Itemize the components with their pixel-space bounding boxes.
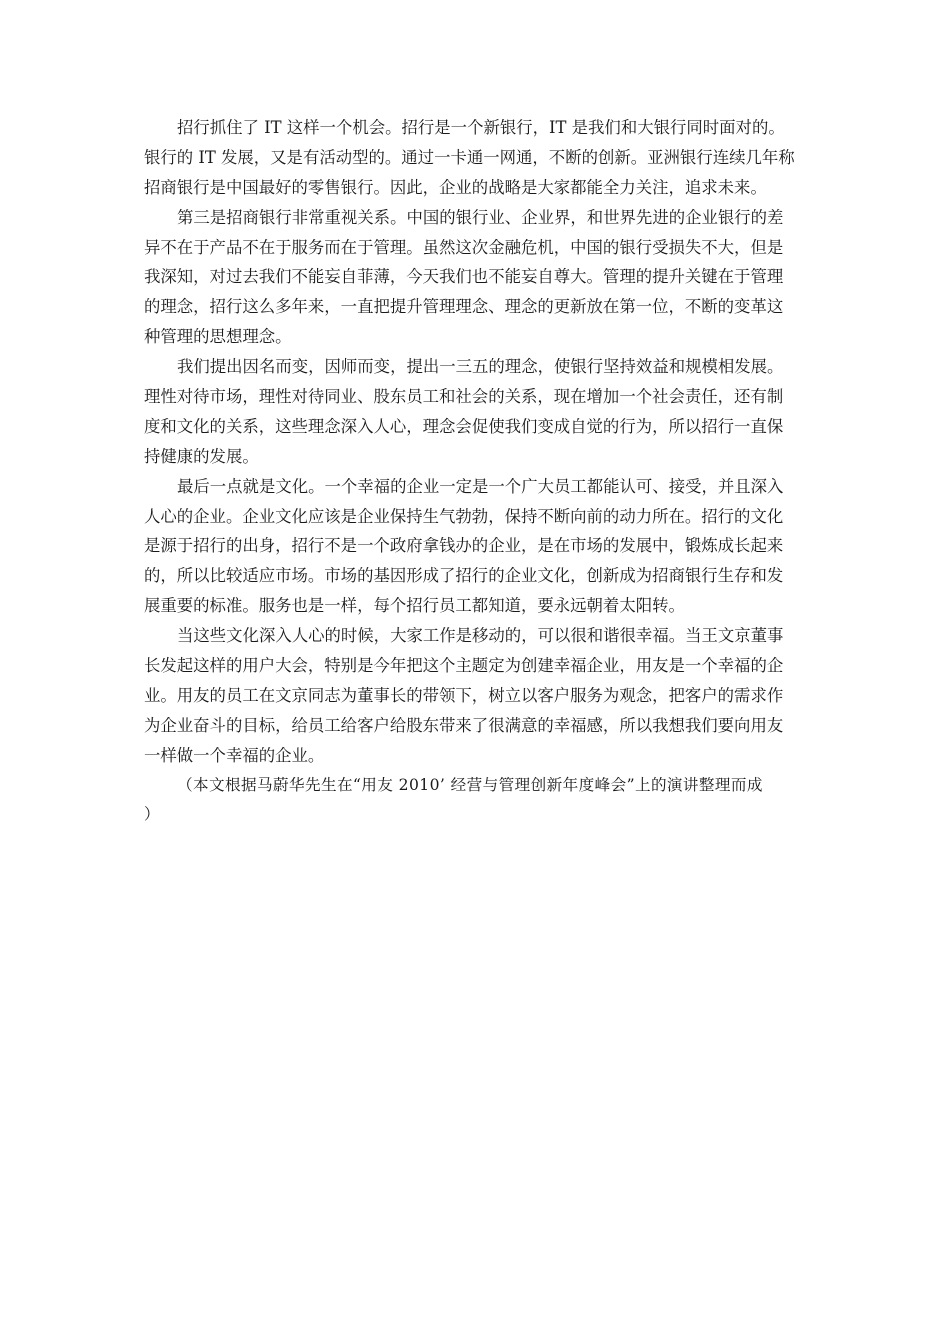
text-line: 的，所以比较适应市场。市场的基因形成了招行的企业文化，创新成为招商银行生存和发: [144, 566, 784, 586]
text-line: ）: [144, 805, 160, 824]
text-line: 的理念，招行这么多年来，一直把提升管理理念、理念的更新放在第一位，不断的变革这: [144, 297, 784, 317]
text-line: 持健康的发展。: [144, 446, 259, 466]
text-line: 是源于招行的出身，招行不是一个政府拿钱办的企业，是在市场的发展中，锻炼成长起来: [144, 536, 784, 556]
source-note: [144, 771, 810, 831]
paragraph-it-opportunity: [144, 113, 810, 203]
text-line: 招行抓住了 IT 这样一个机会。招行是一个新银行，IT 是我们和大银行同时面对的。: [177, 118, 785, 137]
text-line: 异不在于产品不在于服务而在于管理。虽然这次金融危机，中国的银行受损失不大，但是: [144, 237, 784, 257]
text-line: 一样做一个幸福的企业。: [144, 745, 325, 765]
paragraph-management: [144, 203, 810, 352]
text-line: 我深知，对过去我们不能妄自菲薄，今天我们也不能妄自尊大。管理的提升关键在于管理: [144, 267, 784, 287]
paragraph-culture: [144, 472, 810, 621]
text-line: 招商银行是中国最好的零售银行。因此，企业的战略是大家都能全力关注，追求未来。: [144, 177, 767, 197]
text-line: 度和文化的关系，这些理念深入人心，理念会促使我们变成自觉的行为，所以招行一直保: [144, 416, 784, 436]
text-line: 银行的 IT 发展，又是有活动型的。通过一卡通一网通，不断的创新。亚洲银行连续几年称: [144, 147, 795, 167]
text-line: 人心的企业。企业文化应该是企业保持生气勃勃，保持不断向前的动力所在。招行的文化: [144, 506, 784, 526]
document-page: [144, 113, 810, 830]
text-line: 长发起这样的用户大会，特别是今年把这个主题定为创建幸福企业，用友是一个幸福的企: [144, 656, 784, 676]
text-line: 我们提出因名而变，因师而变，提出一三五的理念，使银行坚持效益和规模相发展。: [177, 357, 784, 377]
paragraph-happy-enterprise: [144, 621, 810, 770]
text-line: 展重要的标准。服务也是一样，每个招行员工都知道，要永远朝着太阳转。: [144, 596, 685, 616]
text-line: 第三是招商银行非常重视关系。中国的银行业、企业界，和世界先进的企业银行的差: [177, 207, 784, 227]
paragraph-concepts: [144, 352, 810, 472]
text-line: 理性对待市场，理性对待同业、股东员工和社会的关系，现在增加一个社会责任，还有制: [144, 387, 784, 407]
text-line: （本文根据马蔚华先生在“用友 2010’ 经营与管理创新年度峰会”上的演讲整理而成: [177, 775, 763, 794]
text-line: 最后一点就是文化。一个幸福的企业一定是一个广大员工都能认可、接受，并且深入: [177, 476, 784, 496]
text-line: 为企业奋斗的目标，给员工给客户给股东带来了很满意的幸福感，所以我想我们要向用友: [144, 715, 784, 735]
text-line: 种管理的思想理念。: [144, 327, 292, 347]
text-line: 业。用友的员工在文京同志为董事长的带领下，树立以客户服务为观念，把客户的需求作: [144, 685, 784, 705]
text-line: 当这些文化深入人心的时候，大家工作是移动的，可以很和谐很幸福。当王文京董事: [177, 626, 784, 646]
